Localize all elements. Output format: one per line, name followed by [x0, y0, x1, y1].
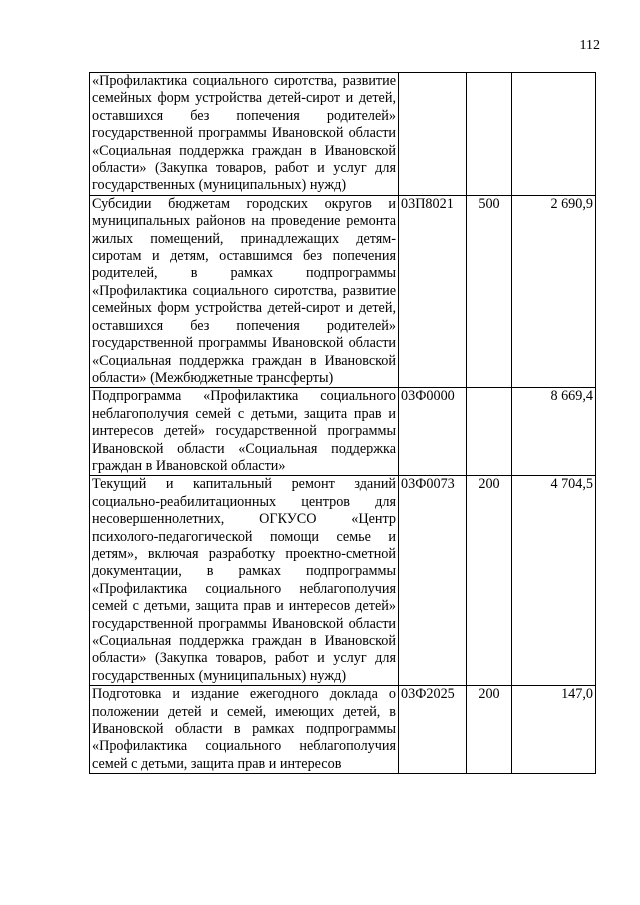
page-number: 112 — [579, 38, 600, 53]
row-code-cell: 03Ф0073 — [399, 476, 467, 686]
row-sum-cell: 2 690,9 — [512, 195, 596, 387]
row-code-cell: 03П8021 — [399, 195, 467, 387]
row-code-cell: 03Ф2025 — [399, 686, 467, 774]
table-row — [90, 686, 596, 774]
row-sum-cell: 4 704,5 — [512, 476, 596, 686]
row-name-cell: Подпрограмма «Профилактика социального неблагополучия семей с детьми, защита прав и интересов детей» государственной программы Ивановской области «Социальная поддержка граждан в Ивановской области» — [90, 388, 399, 476]
row-name-cell: Подготовка и издание ежегодного доклада о положении детей и семей, имеющих детей, в Ивановской области в рамках подпрограммы «Профилактика социального неблагополучия семей с детьми, защита прав и интересов — [90, 686, 399, 774]
row-type-cell: 500 — [467, 195, 512, 387]
budget-table — [89, 72, 596, 774]
row-code-cell — [399, 73, 467, 196]
row-name-cell: Субсидии бюджетам городских округов и муниципальных районов на проведение ремонта жилых помещений, принадлежащих детям-сиротам и детям, оставшимся без попечения родителей, в рамках подпрограммы «Профилактика социального сиротства, развитие семейных форм устройства детей-сирот и детей, оставшихся без попечения родителей» государственной программы Ивановской области «Социальная поддержка граждан в Ивановской области» (Межбюджетные трансферты) — [90, 195, 399, 387]
row-sum-cell: 8 669,4 — [512, 388, 596, 476]
row-type-cell: 200 — [467, 476, 512, 686]
row-type-cell: 200 — [467, 686, 512, 774]
row-code-cell: 03Ф0000 — [399, 388, 467, 476]
row-sum-cell — [512, 73, 596, 196]
table-row — [90, 476, 596, 686]
row-sum-cell: 147,0 — [512, 686, 596, 774]
table-row — [90, 388, 596, 476]
row-name-cell: «Профилактика социального сиротства, развитие семейных форм устройства детей-сирот и детей, оставшихся без попечения родителей» государственной программы Ивановской области «Социальная поддержка граждан в Ивановской области» (Закупка товаров, работ и услуг для государственных (муниципальных) нужд) — [90, 73, 399, 196]
row-type-cell — [467, 388, 512, 476]
row-name-cell: Текущий и капитальный ремонт зданий социально-реабилитационных центров для несовершеннолетних, ОГКУСО «Центр психолого-педагогической помощи семье и детям», включая разработку проектно-сметной документации, в рамках подпрограммы «Профилактика социального неблагополучия семей с детьми, защита прав и интересов детей» государственной программы Ивановской области «Социальная поддержка граждан в Ивановской области» (Закупка товаров, работ и услуг для государственных (муниципальных) нужд) — [90, 476, 399, 686]
row-type-cell — [467, 73, 512, 196]
table-row — [90, 195, 596, 387]
table-row — [90, 73, 596, 196]
